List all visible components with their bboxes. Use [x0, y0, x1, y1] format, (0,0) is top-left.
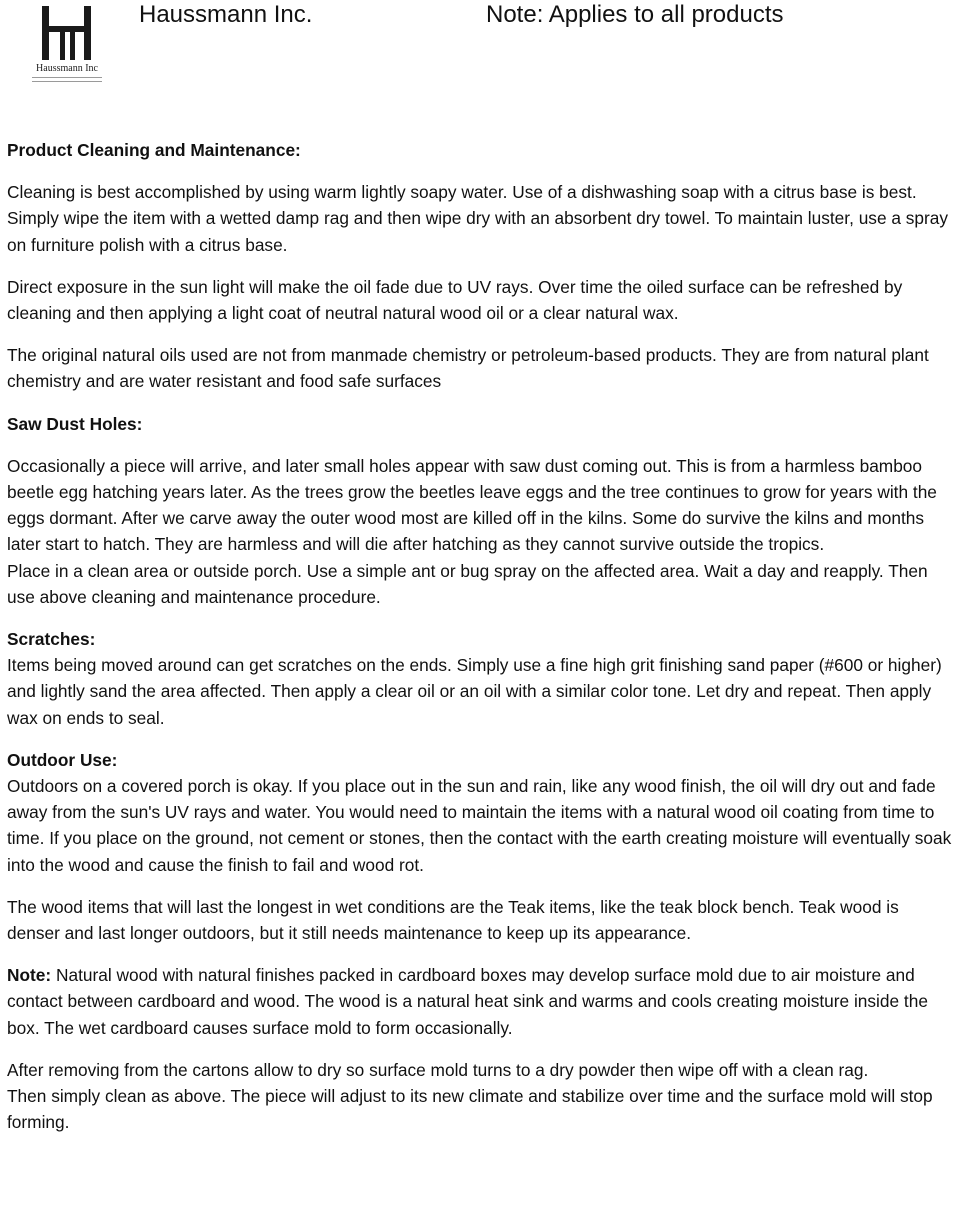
mold-note-paragraph [7, 962, 952, 1041]
note-text: Natural wood with natural finishes packed in cardboard boxes may develop surface mold due to air moisture and contact between cardboard and wood. The wood is a natural heat sink and warms and cools creating moisture inside the box. The wet cardboard causes surface mold to form occasionally. [7, 965, 928, 1038]
logo-text: Haussmann Inc [36, 63, 98, 74]
mold-removal-paragraph: After removing from the cartons allow to dry so surface mold turns to a dry powder then wipe off with a clean rag. [7, 1059, 869, 1080]
company-logo [22, 4, 112, 88]
header-note: Note: Applies to all products [486, 1, 784, 28]
outdoor-heading: Outdoor Use: [7, 749, 118, 770]
document-body [7, 137, 952, 1136]
sawdust-treatment-paragraph: Place in a clean area or outside porch. Use a simple ant or bug spray on the affected area. Wait a day and reapply. Then use above cleaning and maintenance procedure. [7, 560, 928, 607]
scratches-paragraph: Items being moved around can get scratches on the ends. Simply use a fine high grit finishing sand paper (#600 or higher) and lightly sand the area affected. Then apply a clear oil or an oil with a similar color tone. Let dry and repeat. Then apply wax on ends to seal. [7, 655, 942, 728]
note-label: Note: [7, 965, 52, 986]
cleaning-paragraph: Cleaning is best accomplished by using warm lightly soapy water. Use of a dishwashing soap with a citrus base is best. Simply wipe the item with a wetted damp rag and then wipe dry with an absorbent dry towel. To maintain luster, use a spray on furniture polish with a citrus base. [7, 182, 949, 255]
sunlight-paragraph: Direct exposure in the sun light will make the oil fade due to UV rays. Over time the oiled surface can be refreshed by cleaning and then applying a light coat of neutral natural wood oil or a clear natural wax. [7, 276, 903, 324]
sawdust-heading: Saw Dust Holes: [7, 413, 143, 434]
company-name: Haussmann Inc. [139, 1, 313, 28]
logo-fine-print-line [32, 81, 102, 82]
outdoor-paragraph: Outdoors on a covered porch is okay. If you place out in the sun and rain, like any wood finish, the oil will dry out and fade away from the sun's UV rays and water. You would need to maintain the items with a natural wood oil coating from time to time. If you place on the ground, not cement or stones, then the contact with the earth creating moisture will eventually soak into the wood and cause the finish to fail and wood rot. [7, 776, 952, 875]
scratches-heading: Scratches: [7, 629, 96, 650]
climate-paragraph: Then simply clean as above. The piece will adjust to its new climate and stabilize over time and the surface mold will stop forming. [7, 1086, 933, 1133]
logo-fine-print-line [32, 77, 102, 78]
natural-oils-paragraph: The original natural oils used are not from manmade chemistry or petroleum-based products. They are from natural plant chemistry and are water resistant and food safe surfaces [7, 345, 929, 392]
sawdust-paragraph: Occasionally a piece will arrive, and later small holes appear with saw dust coming out. This is from a harmless bamboo beetle egg hatching years later. As the trees grow the beetles leave eggs and the tree continues to grow for years with the eggs dormant. After we carve away the outer wood most are killed off in the kilns. Some do survive the kilns and months later start to hatch. They are harmless and will die after hatching as they cannot survive outside the tropics. [7, 455, 937, 555]
teak-paragraph: The wood items that will last the longest in wet conditions are the Teak items, like the teak block bench. Teak wood is denser and last longer outdoors, but it still needs maintenance to keep up its appearance. [7, 896, 899, 944]
cleaning-heading: Product Cleaning and Maintenance: [7, 140, 301, 160]
chair-logo-icon [22, 4, 112, 62]
